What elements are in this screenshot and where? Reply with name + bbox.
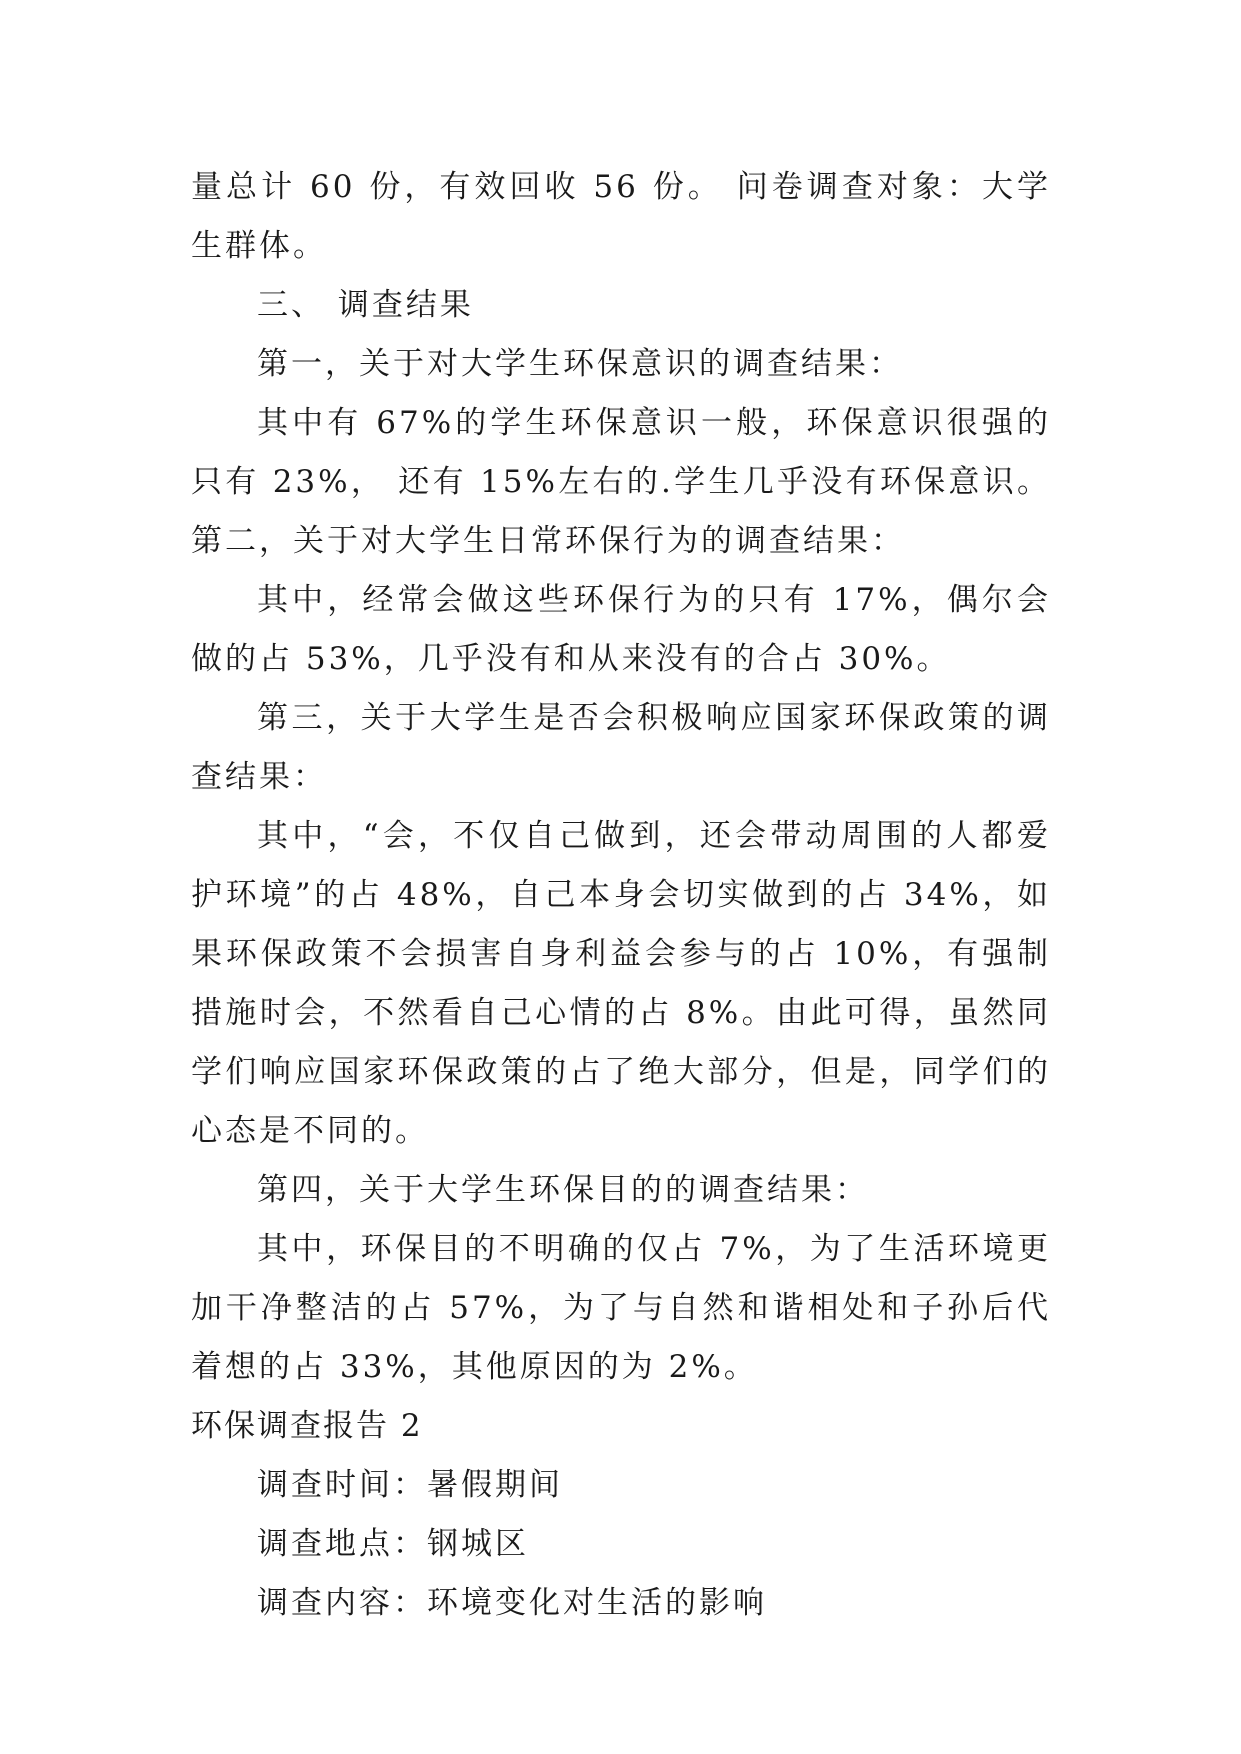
report-2-title: 环保调查报告 2 — [191, 1408, 423, 1444]
document-body — [191, 158, 1051, 1633]
paragraph-purpose-results: 其中，环保目的不明确的仅占 7%，为了生活环境更加干净整洁的占 57%，为了与自然和谐相处和子孙后代着想的占 33%，其他原因的为 2%。 — [191, 1231, 1051, 1385]
paragraph-first-topic: 第一，关于对大学生环保意识的调查结果： — [257, 346, 903, 382]
paragraph-questionnaire-count: 量总计 60 份，有效回收 56 份。 问卷调查对象：大学生群体。 — [191, 169, 1051, 264]
report-2-time: 调查时间：暑假期间 — [257, 1467, 563, 1503]
paragraph-policy-results: 其中，“会，不仅自己做到，还会带动周围的人都爱护环境”的占 48%，自己本身会切实做到的占 34%，如果环保政策不会损害自身利益会参与的占 10%，有强制措施时会，不然看自己心情的占 8%。由此可得，虽然同学们响应国家环保政策的占了绝大部分，但是，同学们的心态是不同的。 — [191, 818, 1051, 1149]
paragraph-awareness-results: 其中有 67%的学生环保意识一般，环保意识很强的只有 23%， 还有 15%左右的.学生几乎没有环保意识。 第二，关于对大学生日常环保行为的调查结果： — [191, 405, 1051, 559]
paragraph-behavior-results: 其中，经常会做这些环保行为的只有 17%，偶尔会做的占 53%，几乎没有和从来没有的合占 30%。 — [191, 582, 1051, 677]
section-heading-results: 三、 调查结果 — [257, 287, 474, 323]
report-2-place: 调查地点：钢城区 — [257, 1526, 529, 1562]
paragraph-fourth-topic: 第四，关于大学生环保目的的调查结果： — [257, 1172, 869, 1208]
paragraph-third-topic: 第三，关于大学生是否会积极响应国家环保政策的调查结果： — [191, 700, 1051, 795]
report-2-topic: 调查内容：环境变化对生活的影响 — [257, 1585, 767, 1621]
